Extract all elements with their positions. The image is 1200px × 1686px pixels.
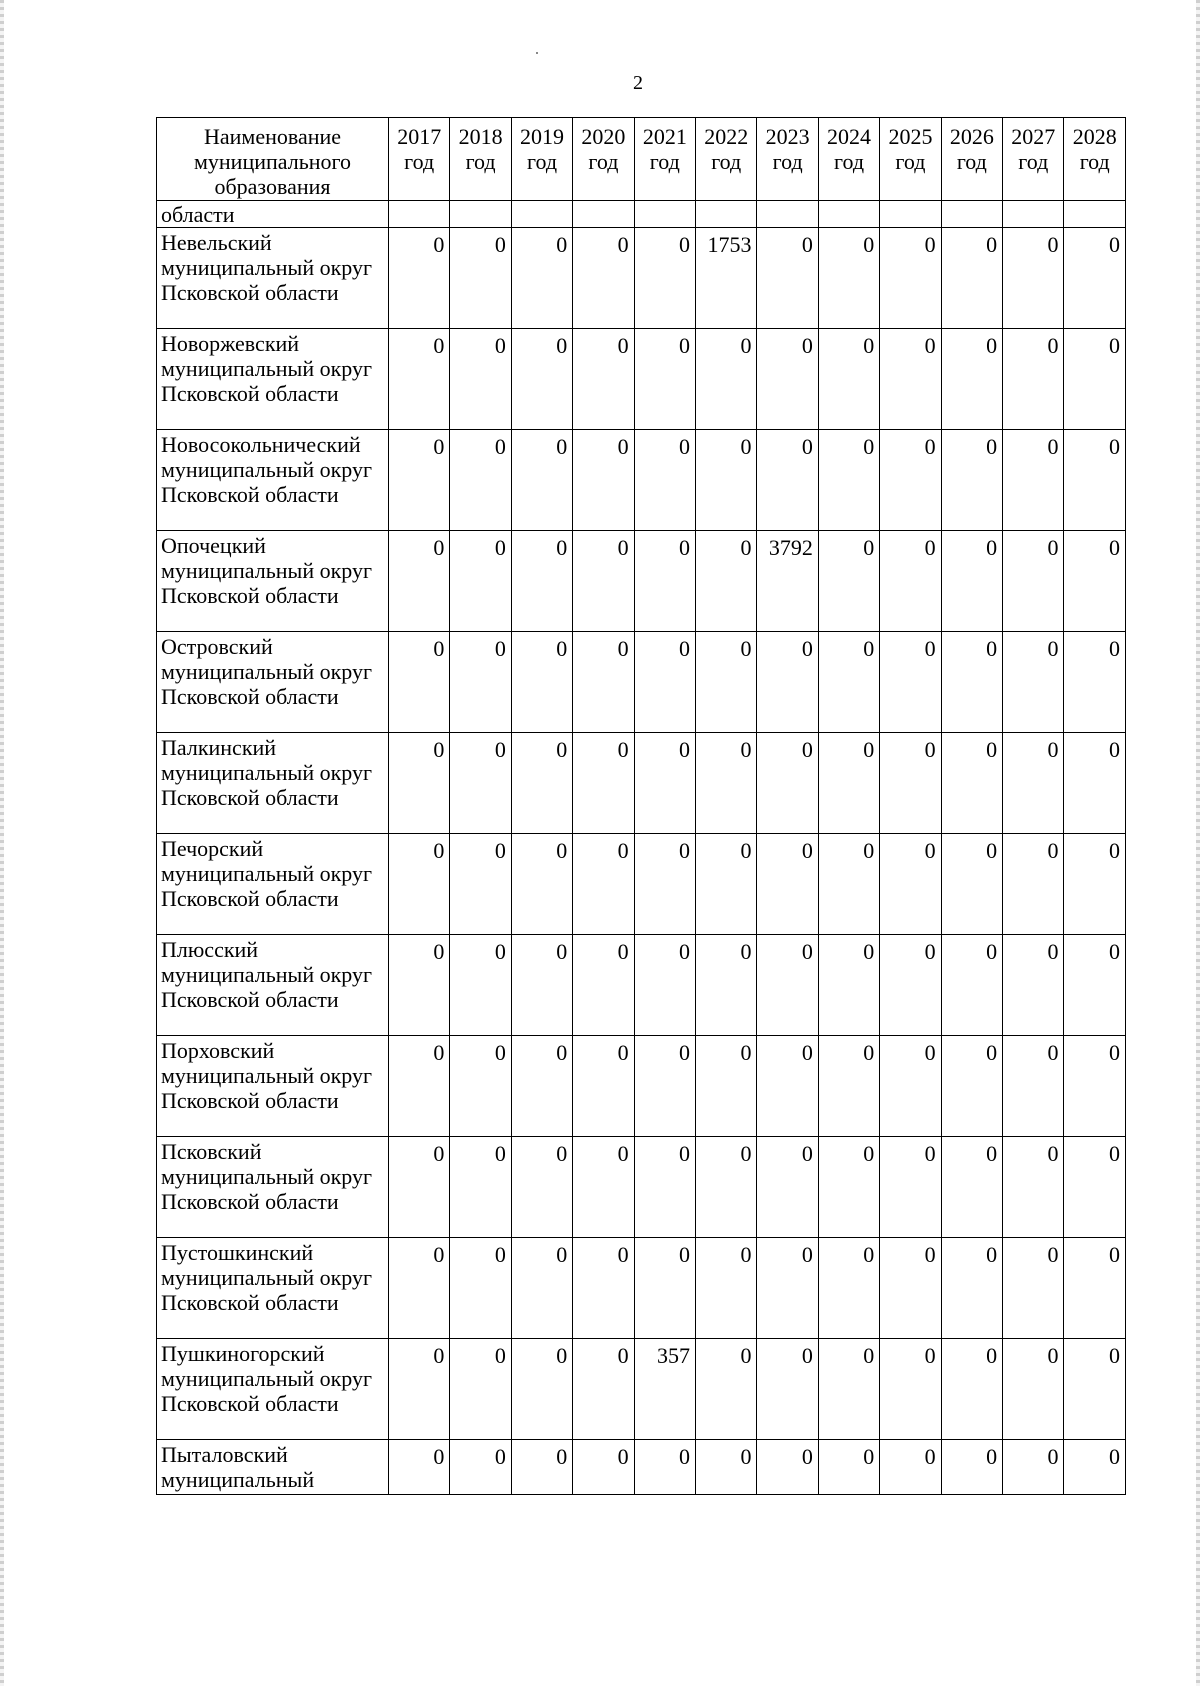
value-cell: 0	[511, 935, 572, 1036]
header-year-2022: 2022 год	[696, 118, 757, 201]
value-cell: 0	[757, 228, 818, 329]
value-cell: 0	[941, 329, 1002, 430]
table-row	[157, 1036, 1126, 1137]
header-year-2017: 2017 год	[389, 118, 450, 201]
value-cell: 0	[634, 430, 695, 531]
value-cell: 0	[880, 733, 941, 834]
value-cell: 0	[634, 935, 695, 1036]
value-cell: 0	[1064, 834, 1126, 935]
table-row	[157, 228, 1126, 329]
empty-cell	[696, 201, 757, 228]
value-cell: 0	[757, 1440, 818, 1495]
table-row	[157, 733, 1126, 834]
value-cell: 0	[1064, 935, 1126, 1036]
row-name: Опочецкий муниципальный округ Псковской области	[157, 531, 389, 632]
value-cell: 0	[757, 935, 818, 1036]
value-cell: 0	[389, 430, 450, 531]
value-cell: 0	[880, 329, 941, 430]
value-cell: 0	[696, 531, 757, 632]
empty-cell	[1064, 201, 1126, 228]
header-year-2021: 2021 год	[634, 118, 695, 201]
value-cell: 0	[1064, 733, 1126, 834]
value-cell: 0	[573, 1036, 634, 1137]
value-cell: 0	[818, 1339, 879, 1440]
value-cell: 0	[450, 1036, 511, 1137]
scan-edge-right	[1196, 0, 1200, 1686]
header-year-2020: 2020 год	[573, 118, 634, 201]
value-cell: 0	[880, 531, 941, 632]
table-row	[157, 1339, 1126, 1440]
value-cell: 0	[389, 1339, 450, 1440]
value-cell: 0	[818, 1137, 879, 1238]
value-cell: 0	[389, 329, 450, 430]
table-row	[157, 1137, 1126, 1238]
value-cell: 0	[450, 1440, 511, 1495]
value-cell: 0	[1003, 834, 1064, 935]
value-cell: 0	[818, 834, 879, 935]
value-cell: 0	[757, 1137, 818, 1238]
empty-cell	[757, 201, 818, 228]
value-cell: 0	[511, 329, 572, 430]
value-cell: 0	[511, 531, 572, 632]
value-cell: 0	[941, 228, 1002, 329]
row-name: Псковский муниципальный округ Псковской области	[157, 1137, 389, 1238]
value-cell: 0	[757, 1238, 818, 1339]
empty-cell	[634, 201, 695, 228]
value-cell: 0	[941, 733, 1002, 834]
value-cell: 0	[450, 834, 511, 935]
value-cell: 0	[696, 329, 757, 430]
empty-cell	[450, 201, 511, 228]
value-cell: 0	[1064, 228, 1126, 329]
value-cell: 0	[880, 1137, 941, 1238]
value-cell: 0	[757, 632, 818, 733]
value-cell: 0	[818, 228, 879, 329]
table-row	[157, 834, 1126, 935]
value-cell: 0	[880, 1339, 941, 1440]
value-cell: 0	[696, 935, 757, 1036]
value-cell: 0	[573, 632, 634, 733]
scan-edge-left	[0, 0, 4, 1686]
empty-cell	[389, 201, 450, 228]
value-cell: 0	[1003, 1238, 1064, 1339]
value-cell: 0	[1064, 1238, 1126, 1339]
value-cell: 0	[389, 632, 450, 733]
header-year-2026: 2026 год	[941, 118, 1002, 201]
row-name-continuation: области	[157, 201, 389, 228]
value-cell: 0	[941, 1440, 1002, 1495]
table-row	[157, 935, 1126, 1036]
row-name: Палкинский муниципальный округ Псковской области	[157, 733, 389, 834]
value-cell: 0	[511, 1137, 572, 1238]
value-cell: 0	[941, 1339, 1002, 1440]
value-cell: 0	[389, 531, 450, 632]
table-row	[157, 430, 1126, 531]
value-cell: 0	[450, 1137, 511, 1238]
value-cell: 0	[696, 430, 757, 531]
value-cell: 0	[757, 1339, 818, 1440]
value-cell: 0	[696, 733, 757, 834]
value-cell: 0	[1064, 531, 1126, 632]
value-cell: 0	[696, 1036, 757, 1137]
value-cell: 0	[941, 1137, 1002, 1238]
value-cell: 0	[818, 1238, 879, 1339]
value-cell: 0	[1064, 1339, 1126, 1440]
value-cell: 0	[1003, 531, 1064, 632]
header-year-2019: 2019 год	[511, 118, 572, 201]
value-cell: 0	[573, 935, 634, 1036]
value-cell: 0	[696, 1339, 757, 1440]
value-cell: 0	[1064, 1440, 1126, 1495]
value-cell: 0	[634, 1137, 695, 1238]
value-cell: 0	[389, 228, 450, 329]
value-cell: 0	[573, 834, 634, 935]
value-cell: 0	[511, 430, 572, 531]
value-cell: 0	[1003, 632, 1064, 733]
row-name: Пустошкинский муниципальный округ Псковской области	[157, 1238, 389, 1339]
value-cell: 0	[1064, 1036, 1126, 1137]
row-name: Печорский муниципальный округ Псковской области	[157, 834, 389, 935]
value-cell: 0	[573, 430, 634, 531]
value-cell: 0	[573, 531, 634, 632]
value-cell: 0	[389, 1036, 450, 1137]
value-cell: 0	[1003, 1440, 1064, 1495]
value-cell: 0	[818, 733, 879, 834]
value-cell: 0	[757, 733, 818, 834]
value-cell: 0	[696, 632, 757, 733]
empty-cell	[941, 201, 1002, 228]
header-year-2025: 2025 год	[880, 118, 941, 201]
value-cell: 0	[818, 430, 879, 531]
header-year-2027: 2027 год	[1003, 118, 1064, 201]
value-cell: 0	[634, 1036, 695, 1137]
value-cell: 0	[1003, 1137, 1064, 1238]
value-cell: 0	[1064, 430, 1126, 531]
value-cell: 0	[634, 733, 695, 834]
value-cell: 0	[941, 531, 1002, 632]
table-continuation-row	[157, 201, 1126, 228]
value-cell: 0	[757, 430, 818, 531]
value-cell: 0	[880, 228, 941, 329]
value-cell: 357	[634, 1339, 695, 1440]
value-cell: 0	[389, 834, 450, 935]
value-cell: 0	[696, 1238, 757, 1339]
value-cell: 0	[634, 329, 695, 430]
value-cell: 0	[941, 834, 1002, 935]
value-cell: 0	[1003, 430, 1064, 531]
empty-cell	[573, 201, 634, 228]
value-cell: 0	[450, 329, 511, 430]
value-cell: 0	[1003, 329, 1064, 430]
value-cell: 0	[634, 834, 695, 935]
value-cell: 0	[880, 632, 941, 733]
value-cell: 0	[757, 1036, 818, 1137]
value-cell: 0	[573, 1238, 634, 1339]
value-cell: 0	[696, 1440, 757, 1495]
value-cell: 0	[634, 1440, 695, 1495]
value-cell: 0	[573, 1137, 634, 1238]
value-cell: 0	[450, 1339, 511, 1440]
value-cell: 0	[941, 1036, 1002, 1137]
header-year-2028: 2028 год	[1064, 118, 1126, 201]
value-cell: 0	[1003, 1036, 1064, 1137]
value-cell: 0	[818, 1440, 879, 1495]
value-cell: 0	[941, 430, 1002, 531]
value-cell: 0	[941, 632, 1002, 733]
value-cell: 0	[573, 1440, 634, 1495]
table-row	[157, 531, 1126, 632]
value-cell: 0	[1003, 228, 1064, 329]
row-name: Невельский муниципальный округ Псковской области	[157, 228, 389, 329]
value-cell: 0	[634, 1238, 695, 1339]
value-cell: 0	[1003, 935, 1064, 1036]
value-cell: 0	[389, 935, 450, 1036]
value-cell: 0	[511, 1339, 572, 1440]
value-cell: 0	[634, 632, 695, 733]
header-year-2024: 2024 год	[818, 118, 879, 201]
value-cell: 0	[450, 531, 511, 632]
value-cell: 0	[511, 834, 572, 935]
value-cell: 0	[818, 1036, 879, 1137]
value-cell: 0	[880, 1238, 941, 1339]
row-name: Новосокольнический муниципальный округ Псковской области	[157, 430, 389, 531]
value-cell: 0	[818, 329, 879, 430]
value-cell: 0	[634, 228, 695, 329]
value-cell: 0	[450, 430, 511, 531]
value-cell: 0	[450, 733, 511, 834]
value-cell: 0	[1064, 1137, 1126, 1238]
row-name: Новоржевский муниципальный округ Псковской области	[157, 329, 389, 430]
value-cell: 0	[880, 935, 941, 1036]
table-row	[157, 329, 1126, 430]
row-name: Плюсский муниципальный округ Псковской области	[157, 935, 389, 1036]
value-cell: 0	[757, 329, 818, 430]
value-cell: 0	[880, 1440, 941, 1495]
value-cell: 0	[511, 1238, 572, 1339]
value-cell: 0	[1003, 1339, 1064, 1440]
header-year-2023: 2023 год	[757, 118, 818, 201]
empty-cell	[511, 201, 572, 228]
row-name: Пушкиногорский муниципальный округ Псковской области	[157, 1339, 389, 1440]
value-cell: 3792	[757, 531, 818, 632]
header-year-2018: 2018 год	[450, 118, 511, 201]
value-cell: 0	[389, 1238, 450, 1339]
value-cell: 0	[511, 632, 572, 733]
municipal-data-table	[156, 117, 1126, 1495]
empty-cell	[880, 201, 941, 228]
table-header-row	[157, 118, 1126, 201]
value-cell: 0	[1064, 632, 1126, 733]
page-number: 2	[633, 72, 643, 94]
value-cell: 0	[511, 228, 572, 329]
table-row	[157, 632, 1126, 733]
value-cell: 0	[941, 935, 1002, 1036]
value-cell: 0	[818, 531, 879, 632]
value-cell: 0	[1064, 329, 1126, 430]
value-cell: 0	[389, 1440, 450, 1495]
value-cell: 0	[511, 1036, 572, 1137]
table-row	[157, 1440, 1126, 1495]
table-row	[157, 1238, 1126, 1339]
value-cell: 0	[450, 1238, 511, 1339]
value-cell: 0	[573, 329, 634, 430]
value-cell: 0	[880, 1036, 941, 1137]
value-cell: 0	[1003, 733, 1064, 834]
row-name: Пыталовский муниципальный	[157, 1440, 389, 1495]
value-cell: 0	[573, 228, 634, 329]
value-cell: 0	[573, 733, 634, 834]
value-cell: 0	[757, 834, 818, 935]
row-name: Порховский муниципальный округ Псковской области	[157, 1036, 389, 1137]
value-cell: 0	[389, 1137, 450, 1238]
value-cell: 0	[450, 632, 511, 733]
row-name: Островский муниципальный округ Псковской области	[157, 632, 389, 733]
value-cell: 0	[818, 632, 879, 733]
value-cell: 0	[511, 1440, 572, 1495]
header-name: Наименование муниципального образования	[157, 118, 389, 201]
value-cell: 0	[941, 1238, 1002, 1339]
value-cell: 0	[389, 733, 450, 834]
empty-cell	[1003, 201, 1064, 228]
value-cell: 0	[511, 733, 572, 834]
value-cell: 0	[696, 834, 757, 935]
value-cell: 0	[818, 935, 879, 1036]
value-cell: 0	[880, 834, 941, 935]
value-cell: 0	[573, 1339, 634, 1440]
value-cell: 1753	[696, 228, 757, 329]
value-cell: 0	[880, 430, 941, 531]
scan-speck	[536, 52, 538, 54]
value-cell: 0	[450, 228, 511, 329]
value-cell: 0	[634, 531, 695, 632]
value-cell: 0	[696, 1137, 757, 1238]
empty-cell	[818, 201, 879, 228]
value-cell: 0	[450, 935, 511, 1036]
